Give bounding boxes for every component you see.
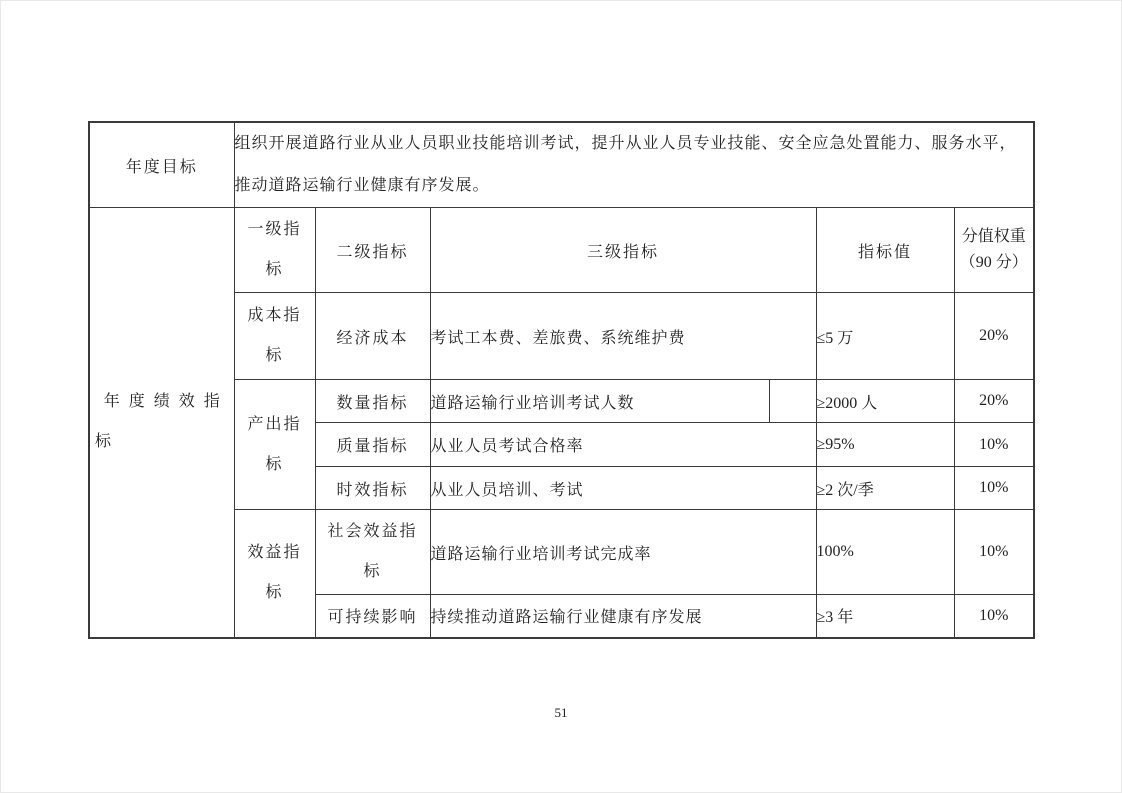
level2-social-benefit-cell bbox=[315, 510, 430, 595]
weight-timeliness: 10% bbox=[954, 467, 1034, 510]
performance-indicator-table bbox=[88, 121, 1035, 639]
level1-output-cell bbox=[234, 380, 315, 510]
level3-economic-cost: 考试工本费、差旅费、系统维护费 bbox=[430, 293, 816, 380]
annual-goal-text-cell bbox=[234, 122, 1034, 208]
level2-quantity: 数量指标 bbox=[315, 380, 430, 423]
value-quality: ≥95% bbox=[816, 423, 954, 467]
level1-cost-line2: 标 bbox=[265, 347, 284, 364]
value-timeliness: ≥2 次/季 bbox=[816, 467, 954, 510]
annual-performance-label-cell bbox=[89, 208, 234, 638]
level1-benefit-line2: 标 bbox=[265, 584, 284, 602]
weight-quantity: 20% bbox=[954, 380, 1034, 423]
header-level3: 三级指标 bbox=[430, 208, 816, 293]
header-weight bbox=[954, 208, 1034, 293]
level1-benefit-line1: 效益指 bbox=[247, 544, 302, 562]
annual-goal-text-line1: 组织开展道路行业从业人员职业技能培训考试，提升从业人员专业技能、安全应急处置能力、服务水平， bbox=[234, 135, 1017, 152]
annual-goal-row bbox=[89, 122, 1034, 208]
header-level1-line2: 标 bbox=[265, 261, 284, 278]
empty-subcell bbox=[769, 380, 816, 423]
weight-quality: 10% bbox=[954, 423, 1034, 467]
header-weight-line2: （90 分） bbox=[959, 254, 1028, 271]
header-level1-line1: 一级指 bbox=[247, 221, 302, 238]
level3-quantity: 道路运输行业培训考试人数 bbox=[430, 380, 769, 423]
level1-cost-cell bbox=[234, 293, 315, 380]
level1-benefit-cell bbox=[234, 510, 315, 638]
weight-economic-cost: 20% bbox=[954, 293, 1034, 380]
value-economic-cost: ≤5 万 bbox=[816, 293, 954, 380]
header-level1 bbox=[234, 208, 315, 293]
weight-sustainability: 10% bbox=[954, 595, 1034, 638]
level3-sustainability: 持续推动道路运输行业健康有序发展 bbox=[430, 595, 816, 638]
level2-timeliness: 时效指标 bbox=[315, 467, 430, 510]
level3-social-benefit: 道路运输行业培训考试完成率 bbox=[430, 510, 816, 595]
value-social-benefit: 100% bbox=[816, 510, 954, 595]
level1-cost-line1: 成本指 bbox=[247, 307, 302, 324]
weight-social-benefit: 10% bbox=[954, 510, 1034, 595]
header-value: 指标值 bbox=[816, 208, 954, 293]
level2-quality: 质量指标 bbox=[315, 423, 430, 467]
value-quantity: ≥2000 人 bbox=[816, 380, 954, 423]
level1-output-line1: 产出指 bbox=[247, 415, 302, 433]
level3-timeliness: 从业人员培训、考试 bbox=[430, 467, 816, 510]
annual-performance-label-line2: 标 bbox=[95, 433, 112, 451]
level1-output-line2: 标 bbox=[265, 455, 284, 473]
level2-social-benefit-line2: 标 bbox=[363, 563, 382, 580]
level2-sustainability: 可持续影响 bbox=[315, 595, 430, 638]
annual-performance-label-line1: 年度绩效指 bbox=[103, 393, 229, 411]
level2-economic-cost: 经济成本 bbox=[315, 293, 430, 380]
page-number: 51 bbox=[554, 705, 568, 720]
indicator-header-row bbox=[89, 208, 1034, 293]
value-sustainability: ≥3 年 bbox=[816, 595, 954, 638]
level2-social-benefit-line1: 社会效益指 bbox=[327, 523, 418, 540]
annual-goal-label: 年度目标 bbox=[89, 122, 234, 208]
header-weight-line1: 分值权重 bbox=[961, 228, 1026, 245]
annual-goal-text-line2: 推动道路运输行业健康有序发展。 bbox=[234, 177, 490, 194]
header-level2: 二级指标 bbox=[315, 208, 430, 293]
level3-quality: 从业人员考试合格率 bbox=[430, 423, 816, 467]
